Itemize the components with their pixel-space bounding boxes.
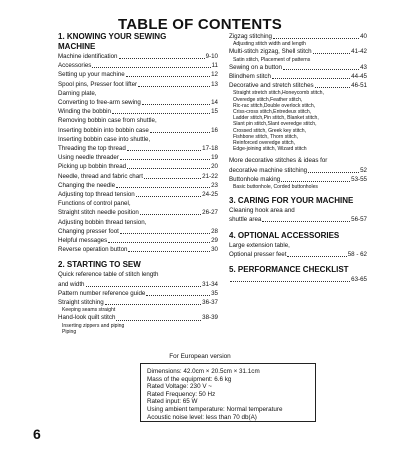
- toc-entry-page: 52: [360, 166, 367, 174]
- toc-entry-label: Changing presser foot: [58, 227, 119, 235]
- toc-entry-page: 15: [211, 108, 218, 116]
- toc-entry: [58, 298, 218, 307]
- toc-entry: [58, 98, 218, 107]
- toc-entry-page: 35: [211, 289, 218, 297]
- spec-box: [140, 363, 316, 422]
- leader-dots: [92, 67, 210, 68]
- toc-entry-label: Machine identification: [58, 53, 118, 60]
- toc-entry-page: 36-37: [202, 299, 218, 307]
- toc-subentry: Ric-rac stitch,Double overlock stitch,: [233, 102, 316, 109]
- toc-entry-page: 21-22: [202, 172, 218, 180]
- toc-entry-page: 20: [211, 163, 218, 171]
- section-heading-line: 1. KNOWING YOUR SEWING: [58, 32, 167, 41]
- toc-entry-page: 17-18: [202, 145, 218, 153]
- toc-subentry: Straight stretch stitch,Honeycomb stitch,: [233, 90, 324, 97]
- toc-entry-label: Converting to free-arm sewing: [58, 99, 141, 107]
- toc-entry-page: 28: [211, 227, 218, 235]
- toc-subentry: Keeping seams straight: [62, 307, 116, 314]
- toc-entry-page: 44-45: [351, 73, 367, 81]
- toc-entry: [58, 190, 218, 199]
- toc-entry-label: Helpful messages: [58, 237, 108, 245]
- toc-subentry: Ladder stitch,Pin stitch, Blanket stitch,: [233, 115, 319, 122]
- leader-dots: [119, 58, 205, 59]
- european-caption: For European version: [169, 353, 231, 360]
- toc-subentry: Adjusting stitch width and length: [233, 41, 306, 48]
- toc-text-line: More decorative stitches & ideas for: [229, 157, 328, 165]
- leader-dots: [146, 295, 210, 296]
- leader-dots: [313, 53, 351, 54]
- leader-dots: [272, 78, 350, 79]
- toc-entry-page: 53-55: [351, 175, 367, 183]
- toc-subentry: Slant pin stitch,Slant overedge stitch,: [233, 121, 317, 128]
- toc-entry-label: Winding the bobbin: [58, 108, 111, 116]
- spec-line: Rated Voltage: 230 V ~: [147, 383, 212, 391]
- leader-dots: [105, 304, 201, 305]
- toc-entry-page: 29: [211, 237, 218, 245]
- toc-entry-label: Needle, thread and fabric chart: [58, 172, 143, 180]
- toc-entry: [58, 126, 218, 135]
- toc-entry: [229, 250, 367, 259]
- spec-line: Mass of the equipment: 6.6 kg: [147, 375, 232, 383]
- toc-entry: [58, 144, 218, 153]
- section-heading-knowing: [58, 32, 218, 52]
- toc-entry: [229, 32, 367, 41]
- toc-entry-label: Accessories: [58, 62, 92, 70]
- toc-entry-page: 24-25: [202, 191, 218, 199]
- toc-entry-page: 30: [211, 246, 218, 254]
- toc-subentry: Criss-cross stitch,Entredeux stitch,: [233, 109, 312, 116]
- toc-entry-page: 41-42: [351, 48, 367, 56]
- section-heading-caring: 3. CARING FOR YOUR MACHINE: [229, 196, 354, 206]
- toc-entry: [58, 153, 218, 162]
- toc-text-line: Functions of control panel,: [58, 200, 131, 208]
- spec-line: Dimensions: 42.0cm × 20.5cm × 31.1cm: [147, 368, 260, 375]
- toc-entry: [58, 107, 218, 116]
- toc-entry-label: Adjusting top thread tension: [58, 191, 135, 199]
- toc-entry-label: shuttle area: [229, 216, 262, 224]
- toc-entry-page: 31-34: [202, 280, 218, 288]
- toc-entry: [58, 70, 218, 79]
- leader-dots: [127, 168, 210, 169]
- toc-entry-page: 13: [211, 80, 218, 88]
- toc-entry: [58, 289, 218, 298]
- section-heading-performance: 5. PERFORMANCE CHECKLIST: [229, 265, 349, 275]
- leader-dots: [140, 214, 201, 215]
- toc-entry-page: 63-65: [351, 276, 367, 284]
- section-heading-line: MACHINE: [58, 42, 96, 51]
- toc-left-column: [58, 32, 218, 335]
- leader-dots: [144, 178, 201, 179]
- toc-entry-page: 23: [211, 181, 218, 189]
- toc-entry-label: Multi-stitch zigzag, Shell stitch: [229, 48, 312, 56]
- toc-entry-label: Buttonhole making: [229, 175, 281, 183]
- toc-entry: [229, 175, 367, 184]
- spec-line: Using ambient temperature: Normal temperature: [147, 405, 283, 413]
- toc-entry: [58, 162, 218, 171]
- leader-dots: [86, 286, 202, 287]
- leader-dots: [150, 132, 210, 133]
- toc-entry: [58, 181, 218, 190]
- leader-dots: [262, 221, 350, 222]
- toc-entry: [58, 227, 218, 236]
- toc-entry-label: Spool pins, Presser foot lifter: [58, 80, 138, 88]
- spec-line: Acoustic noise level: less than 70 db(A): [147, 413, 257, 421]
- leader-dots: [273, 38, 359, 39]
- section-entries: [229, 241, 367, 259]
- toc-entry-page: 46-51: [351, 82, 367, 90]
- toc-entry-page: 11: [211, 62, 218, 70]
- section-entries: [229, 156, 367, 190]
- toc-right-column: [229, 32, 367, 284]
- toc-entry-label: Pattern number reference guide: [58, 289, 146, 297]
- section-entries: [229, 32, 367, 152]
- toc-entry-page: 43: [360, 63, 367, 71]
- toc-entry-page: 56-57: [351, 216, 367, 224]
- toc-entry-label: Changing the needle: [58, 181, 116, 189]
- leader-dots: [142, 104, 210, 105]
- leader-dots: [108, 242, 210, 243]
- toc-entry-label: Inserting bobbin into bobbin case: [58, 126, 149, 134]
- toc-entry-page: 40: [360, 33, 367, 40]
- leader-dots: [120, 233, 210, 234]
- toc-subentry: Basic buttonhole, Corded buttonholes: [233, 184, 318, 191]
- toc-entry-label: Setting up your machine: [58, 71, 125, 79]
- toc-entry-label: decorative machine stitching: [229, 166, 308, 174]
- toc-text-line: Removing bobbin case from shuttle,: [58, 117, 157, 125]
- leader-dots: [315, 87, 351, 88]
- toc-subentry: Inserting zippers and piping: [62, 322, 125, 329]
- section-entries: [229, 206, 367, 224]
- toc-subentry: Piping: [62, 328, 77, 335]
- leader-dots: [112, 113, 210, 114]
- toc-entry-page: 14: [211, 99, 218, 107]
- toc-subentry: Overedge stitch,Feather stitch,: [233, 96, 303, 103]
- section-heading-optional: 4. OPTIONAL ACCESSORIES: [229, 230, 340, 240]
- toc-text-line: Darning plate,: [58, 89, 97, 97]
- leader-dots: [116, 320, 201, 321]
- toc-subentry: Reinforced overedge stitch,: [233, 140, 296, 147]
- toc-entry: [229, 63, 367, 72]
- toc-entry: [58, 313, 218, 322]
- toc-subentry: Edge-joining stitch, Wizard stitch: [233, 146, 307, 153]
- toc-entry: [58, 280, 218, 289]
- toc-entry-label: Hand-look quilt stitch: [58, 314, 116, 322]
- spec-line: Rated input: 65 W: [147, 398, 198, 406]
- leader-dots: [128, 251, 210, 252]
- toc-entry: [58, 245, 218, 254]
- toc-entry-page: 38-39: [202, 314, 218, 322]
- leader-dots: [281, 181, 350, 182]
- toc-entry-label: and width: [58, 280, 85, 288]
- toc-entry: [58, 80, 218, 89]
- toc-entry: [58, 208, 218, 217]
- spec-line: Rated Frequency: 50 Hz: [147, 390, 216, 398]
- toc-entry: [58, 236, 218, 245]
- toc-entry-page: 26-27: [202, 209, 218, 217]
- toc-entry: [229, 72, 367, 81]
- toc-entry-page: 58 - 62: [347, 250, 367, 258]
- toc-entry-label: Sewing on a button: [229, 63, 282, 71]
- toc-entry-label: Decorative and stretch stitches: [229, 82, 314, 90]
- section-heading-starting: [58, 260, 218, 270]
- leader-dots: [120, 159, 210, 160]
- leader-dots: [230, 281, 350, 282]
- toc-entry-label: Optional presser feet: [229, 250, 287, 258]
- page-number: 6: [33, 426, 41, 442]
- section-heading-line: 2. STARTING TO SEW: [58, 260, 141, 270]
- toc-entry: [229, 81, 367, 90]
- toc-entry-page: 19: [211, 154, 218, 162]
- leader-dots: [136, 196, 201, 197]
- toc-entry: [229, 47, 367, 56]
- toc-entry-label: Blindhem stitch: [229, 73, 271, 81]
- leader-dots: [138, 86, 210, 87]
- toc-text-line: Cleaning hook area and: [229, 207, 295, 215]
- section-entries: [229, 275, 367, 284]
- toc-subentry: Satin stitch, Placement of patterns: [233, 56, 311, 63]
- toc-entry-page: 9-10: [205, 53, 218, 60]
- toc-entry-page: 12: [211, 71, 218, 79]
- toc-text-line: Large extension table,: [229, 241, 290, 249]
- toc-subentry: Fishbone stitch, Thorn stitch,: [233, 133, 299, 140]
- toc-text-line: Adjusting bobbin thread tension,: [58, 218, 147, 226]
- toc-entry-label: Zigzag stitching: [229, 33, 272, 40]
- leader-dots: [127, 150, 201, 151]
- page-title: TABLE OF CONTENTS: [118, 16, 282, 33]
- toc-text-line: Quick reference table of stitch length: [58, 271, 159, 279]
- section-entries: [58, 52, 218, 254]
- toc-subentry: Crossed stitch, Greek key stitch,: [233, 127, 307, 134]
- toc-entry: [58, 61, 218, 70]
- toc-entry-label: Straight stitching: [58, 299, 104, 307]
- toc-entry-label: Reverse operation button: [58, 246, 128, 254]
- section-entries: [58, 270, 218, 335]
- toc-entry: [58, 52, 218, 61]
- toc-entry: [229, 215, 367, 224]
- toc-entry-label: Using needle threader: [58, 154, 119, 162]
- leader-dots: [283, 69, 359, 70]
- toc-text-line: Inserting bobbin case into shuttle,: [58, 135, 151, 143]
- toc-entry: [229, 166, 367, 175]
- toc-entry-page: 16: [211, 126, 218, 134]
- toc-entry-label: Picking up bobbin thread: [58, 163, 127, 171]
- leader-dots: [126, 76, 210, 77]
- leader-dots: [308, 172, 359, 173]
- leader-dots: [287, 256, 346, 257]
- toc-entry-label: Straight stitch needle position: [58, 209, 139, 217]
- toc-entry: [229, 275, 367, 284]
- toc-entry: [58, 172, 218, 181]
- toc-entry-label: Threading the top thread: [58, 145, 126, 153]
- leader-dots: [116, 187, 210, 188]
